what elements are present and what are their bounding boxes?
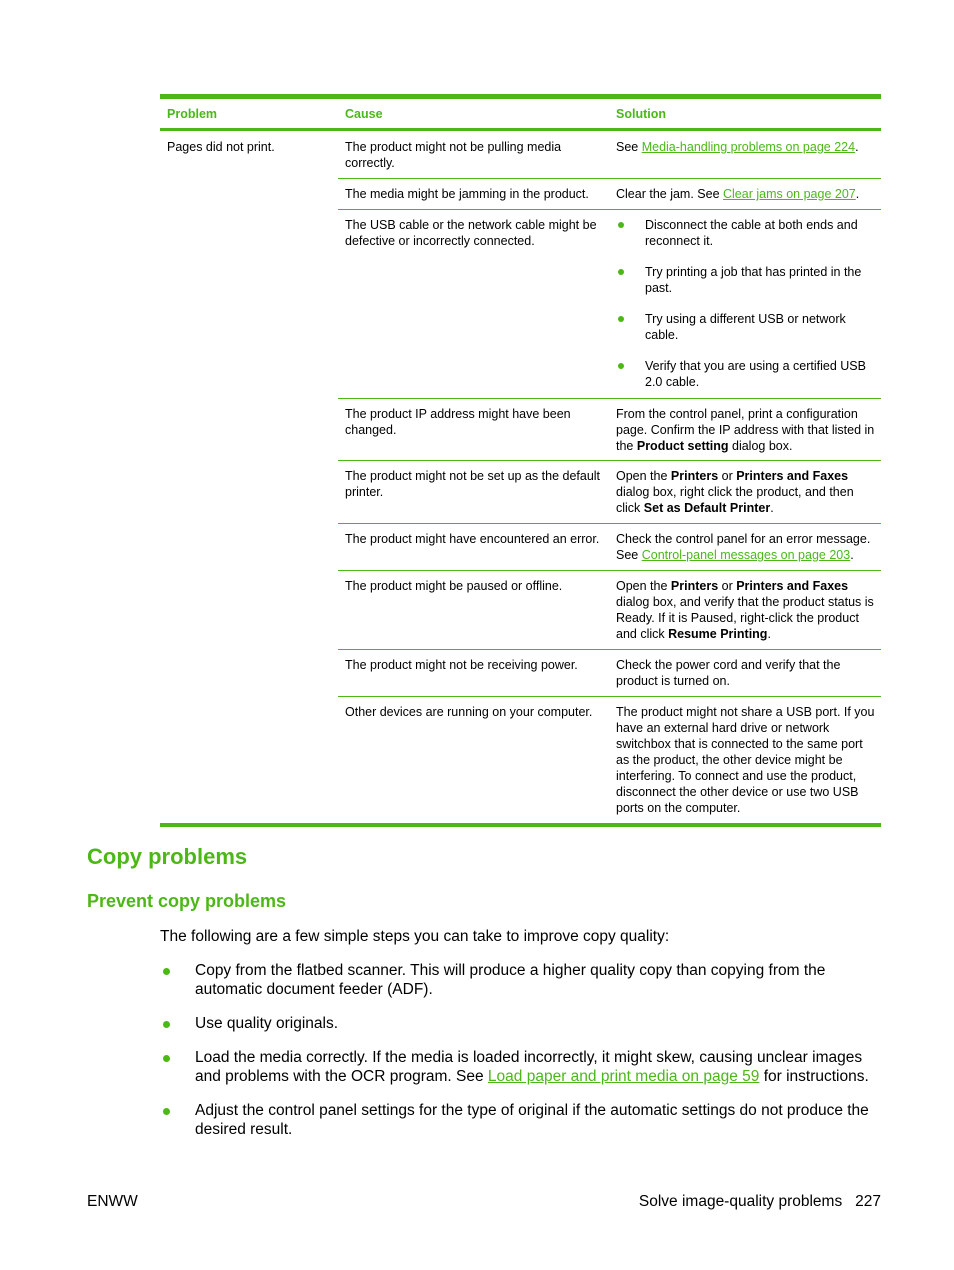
solution-bold: Printers [670, 469, 719, 483]
table-row [338, 398, 881, 460]
bullet-icon [163, 1021, 170, 1028]
table-row [338, 523, 881, 570]
table-header [160, 99, 881, 131]
solution-text: . [767, 627, 771, 641]
bullet-icon [618, 316, 624, 322]
bullet-icon [163, 1108, 170, 1115]
bullet-text: Try printing a job that has printed in the past. [645, 265, 862, 295]
solution-bold: Resume Printing [668, 627, 768, 641]
solution-cell [610, 186, 881, 202]
list-item [160, 1048, 882, 1086]
table-row [338, 696, 881, 823]
solution-cell [610, 531, 881, 563]
list-item [616, 311, 877, 343]
solution-text: Open the [616, 469, 671, 483]
solution-text: or [718, 579, 737, 593]
solution-cell [610, 578, 881, 642]
control-panel-messages-link[interactable]: Control-panel messages on page 203 [641, 548, 851, 562]
table-row [338, 460, 881, 523]
page-footer [87, 1193, 881, 1211]
troubleshooting-table [160, 94, 881, 827]
cause-solution-rows [338, 131, 881, 823]
header-cause: Cause [345, 106, 383, 121]
solution-bullet-list [616, 217, 877, 390]
section-title: Copy problems [87, 844, 248, 869]
bullet-text: Verify that you are using a certified USB 2.0 cable. [645, 359, 866, 389]
table-row [338, 131, 881, 178]
cause-cell: The media might be jamming in the product. [345, 187, 589, 201]
solution-bold: Printers and Faxes [736, 579, 849, 593]
table-body [160, 131, 881, 823]
table-row [338, 649, 881, 696]
table-row [338, 570, 881, 649]
cause-cell: Other devices are running on your computer. [345, 705, 593, 719]
cause-cell: The product might not be receiving power. [345, 658, 578, 672]
load-paper-link[interactable]: Load paper and print media on page 59 [487, 1068, 760, 1085]
solution-cell: The product might not share a USB port. If you have an external hard drive or network switchbox that is connected to the same port as the product, the other device might be interfering. To connect and use the product, disconnect the other device or use two USB ports on the computer. [616, 705, 875, 815]
cause-cell: The product might not be pulling media correctly. [345, 140, 562, 170]
list-item [616, 217, 877, 249]
list-item [160, 1101, 882, 1139]
solution-cell [610, 406, 881, 454]
list-item [616, 358, 877, 390]
list-item [616, 264, 877, 296]
media-handling-link[interactable]: Media-handling problems on page 224 [641, 140, 856, 154]
bullet-text: Disconnect the cable at both ends and reconnect it. [645, 218, 858, 248]
bullet-icon [618, 222, 624, 228]
solution-text: . [770, 501, 774, 515]
step-text: Use quality originals. [195, 1015, 339, 1032]
solution-text: dialog box. [728, 439, 793, 453]
solution-text: See [616, 140, 642, 154]
solution-cell [610, 139, 881, 171]
solution-text: dialog box, right click the product, and then click [616, 485, 854, 515]
solution-bold: Printers [670, 579, 719, 593]
list-item [160, 961, 882, 999]
solution-text: Check the control panel for an error message. See [616, 532, 871, 562]
cause-cell: The product might have encountered an error. [345, 532, 600, 546]
clear-jams-link[interactable]: Clear jams on page 207 [723, 187, 856, 201]
solution-cell: Check the power cord and verify that the product is turned on. [616, 658, 841, 688]
footer-left: ENWW [87, 1193, 138, 1210]
problem-cell: Pages did not print. [167, 140, 275, 154]
cause-cell: The product might not be set up as the default printer. [345, 469, 601, 499]
table-row [338, 178, 881, 209]
solution-text: Open the [616, 579, 671, 593]
table-row [338, 209, 881, 398]
cause-cell: The product IP address might have been changed. [345, 407, 571, 437]
copy-tips-list [160, 961, 882, 1154]
solution-text: or [718, 469, 737, 483]
bullet-icon [618, 269, 624, 275]
bullet-icon [618, 363, 624, 369]
list-item [160, 1014, 882, 1033]
solution-text: dialog box, and verify that the product status is Ready. If it is Paused, right-click the product and click [616, 595, 874, 641]
header-solution: Solution [616, 106, 666, 121]
solution-cell [610, 217, 881, 390]
cause-cell: The USB cable or the network cable might be defective or incorrectly connected. [345, 218, 597, 248]
solution-bold: Set as Default Printer [643, 501, 771, 515]
solution-text: Clear the jam. See [616, 187, 723, 201]
step-text: for instructions. [759, 1068, 869, 1085]
bullet-icon [163, 1055, 170, 1062]
step-text: Adjust the control panel settings for the type of original if the automatic settings do not produce the desired result. [195, 1102, 869, 1138]
intro-paragraph: The following are a few simple steps you can take to improve copy quality: [160, 928, 670, 945]
bullet-text: Try using a different USB or network cable. [645, 312, 846, 342]
footer-right: Solve image-quality problems 227 [638, 1193, 881, 1210]
solution-text: . [855, 187, 860, 201]
solution-cell [610, 468, 881, 516]
solution-text: . [855, 140, 859, 154]
cause-cell: The product might be paused or offline. [345, 579, 563, 593]
bullet-icon [163, 968, 170, 975]
solution-text: . [850, 548, 854, 562]
step-text: Load the media correctly. If the media is loaded incorrectly, it might skew, causing unclear images and problems with the OCR program. See [195, 1049, 863, 1085]
solution-text: From the control panel, print a configuration page. Confirm the IP address with that listed in the [616, 407, 875, 453]
step-text: Copy from the flatbed scanner. This will produce a higher quality copy than copying from the automatic document feeder (ADF). [195, 962, 826, 998]
solution-bold: Printers and Faxes [736, 469, 849, 483]
section-subtitle: Prevent copy problems [87, 891, 287, 911]
header-problem: Problem [167, 106, 218, 121]
solution-bold: Product setting [636, 439, 729, 453]
